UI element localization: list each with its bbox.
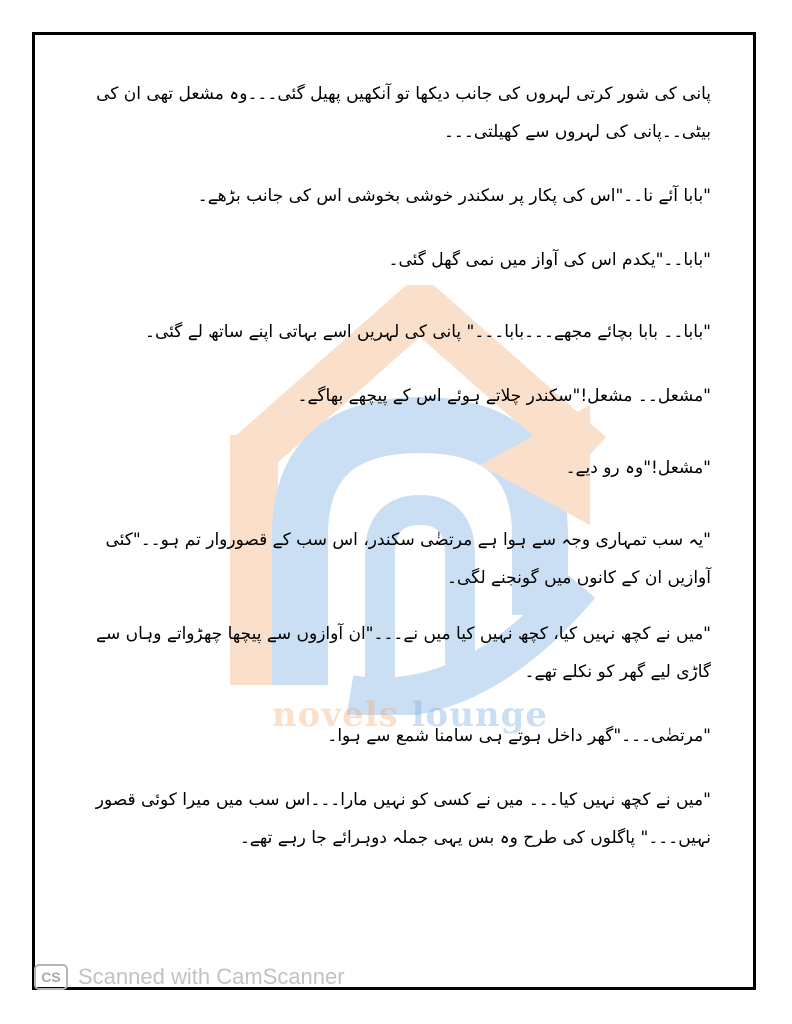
paragraph-2: "بابا آئے نا۔۔"اس کی پکار پر سکندر خوشی بخوشی اس کی جانب بڑھے۔ xyxy=(197,186,711,206)
camscanner-footer xyxy=(34,962,345,992)
paragraph-10: "میں نے کچھ نہیں کیا۔۔۔ میں نے کسی کو نہیں مارا۔۔۔اس سب میں میرا کوئی قصور نہیں۔۔۔" پاگلوں کی طرح وہ بس یہی جملہ دوہرائے جا رہے تھے۔ xyxy=(95,790,711,848)
paragraph-1: پانی کی شور کرتی لہروں کی جانب دیکھا تو آنکھیں پھیل گئی۔۔۔وہ مشعل تھی ان کی بیٹی۔۔پانی کی لہروں سے کھیلتی۔۔۔ xyxy=(96,84,711,142)
camscanner-logo-icon: CS xyxy=(34,964,68,990)
paragraph-7: "یہ سب تمہاری وجہ سے ہوا ہے مرتضٰی سکندر، اس سب کے قصوروار تم ہو۔۔"کئی آوازیں ان کے کانوں میں گونجنے لگی۔ xyxy=(105,530,711,588)
page-frame xyxy=(32,32,756,990)
paragraph-5: "مشعل۔۔ مشعل!"سکندر چلاتے ہوئے اس کے پیچھے بھاگے۔ xyxy=(297,386,711,406)
paragraph-9: "مرتضٰی۔۔۔"گھر داخل ہوتے ہی سامنا شمع سے ہوا۔ xyxy=(327,726,711,746)
paragraph-4: "بابا۔۔ بابا بچائے مجھے۔۔۔بابا۔۔۔" پانی کی لہریں اسے بہاتی اپنے ساتھ لے گئی۔ xyxy=(145,322,711,342)
camscanner-label: Scanned with CamScanner xyxy=(78,964,345,989)
watermark-word-novels: novels xyxy=(271,695,399,735)
paragraph-6: "مشعل!"وہ رو دیے۔ xyxy=(565,458,711,478)
paragraph-3: "بابا۔۔"یکدم اس کی آواز میں نمی گھل گئی۔ xyxy=(388,250,711,270)
story-text xyxy=(79,75,711,857)
paragraph-8: "میں نے کچھ نہیں کیا، کچھ نہیں کیا میں نے۔۔۔"ان آوازوں سے پیچھا چھڑواتے وہاں سے گاڑی لیے گھر کو نکلے تھے۔ xyxy=(96,624,711,682)
watermark-word-lounge: lounge xyxy=(411,695,549,735)
